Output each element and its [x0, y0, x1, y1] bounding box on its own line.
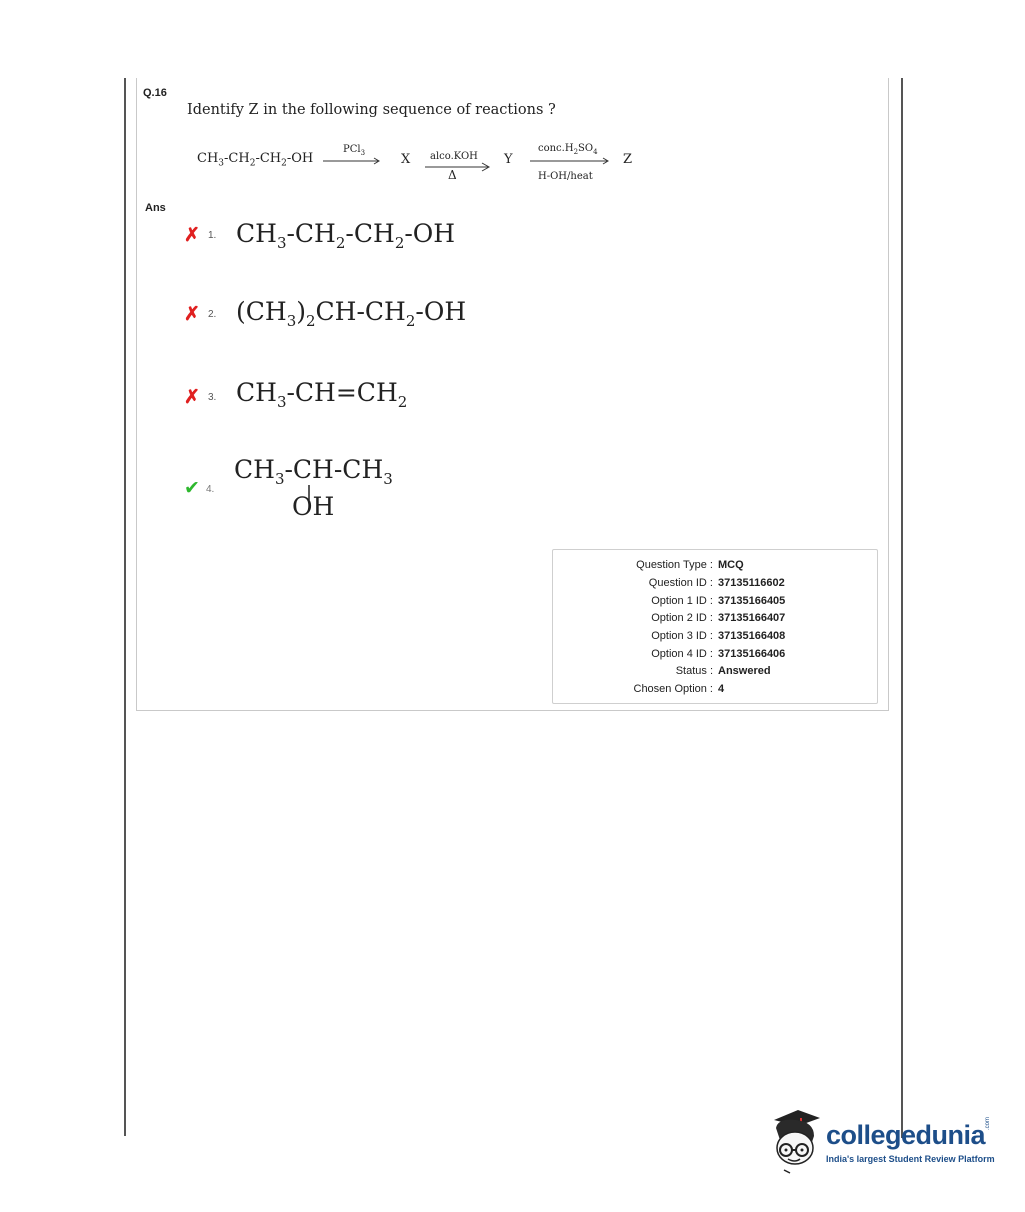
- option-formula-line1: $CH_3-CH-CH_3$: [234, 455, 393, 488]
- reagent-2: alco.KOH: [430, 151, 478, 162]
- option-number: 2.: [208, 309, 217, 320]
- reagent-1: PCl$_3$: [343, 144, 366, 157]
- product-z: Z: [623, 152, 633, 167]
- product-x: X: [401, 152, 411, 167]
- question-id-value: 37135116602: [718, 577, 785, 589]
- page-right-border: [901, 78, 903, 1138]
- wrong-mark-icon: ✗: [184, 304, 200, 325]
- option3-id-value: 37135166408: [718, 630, 786, 642]
- option-formula: $(CH_3)_2CH-CH_2-OH$: [236, 297, 467, 330]
- correct-check-icon: ✔: [184, 478, 200, 499]
- product-y: Y: [504, 152, 513, 167]
- answer-label: Ans: [145, 202, 166, 214]
- reagent-3: $conc.H_2SO_4$: [538, 143, 598, 156]
- question-type-value: MCQ: [718, 559, 744, 571]
- chosen-option-label: Chosen Option :: [633, 683, 713, 695]
- chosen-option-value: 4: [718, 683, 725, 695]
- mascot-icon: [768, 1106, 824, 1174]
- option3-id-label: Option 3 ID :: [651, 630, 713, 642]
- logo-tagline: India's largest Student Review Platform: [826, 1154, 995, 1164]
- logo-wordmark: collegedunia: [826, 1120, 986, 1150]
- option2-id-label: Option 2 ID :: [651, 612, 713, 624]
- option4-id-value: 37135166406: [718, 648, 786, 660]
- option-number: 3.: [208, 392, 217, 403]
- option2-id-value: 37135166407: [718, 612, 786, 624]
- heat-symbol: Δ: [448, 168, 457, 182]
- page-left-border: [124, 78, 126, 1136]
- reagent-3-condition: H-OH/heat: [538, 171, 593, 182]
- reaction-arrow-3: [530, 157, 612, 165]
- wrong-mark-icon: ✗: [184, 225, 200, 246]
- question-info-panel: [552, 549, 878, 704]
- option-formula-line2: OH: [292, 492, 335, 521]
- reactant: $CH_3-CH_2-CH_2-OH$: [197, 151, 314, 169]
- question-text: Identify Z in the following sequence of reactions ?: [187, 102, 556, 118]
- reaction-arrow-2: [425, 162, 495, 172]
- logo-dotcom: .com: [985, 1116, 991, 1130]
- option1-id-label: Option 1 ID :: [651, 595, 713, 607]
- question-type-label: Question Type :: [636, 559, 713, 571]
- option-formula: $CH_3-CH=CH_2$: [236, 378, 408, 411]
- option-number: 4.: [206, 484, 215, 495]
- option-number: 1.: [208, 230, 217, 241]
- status-value: Answered: [718, 665, 771, 677]
- wrong-mark-icon: ✗: [184, 387, 200, 408]
- question-id-label: Question ID :: [648, 577, 713, 589]
- option1-id-value: 37135166405: [718, 595, 786, 607]
- status-label: Status :: [675, 665, 713, 677]
- reaction-arrow-1: [323, 157, 383, 165]
- option4-id-label: Option 4 ID :: [651, 648, 713, 660]
- option-formula: $CH_3-CH_2-CH_2-OH$: [236, 219, 456, 252]
- question-number: Q.16: [143, 87, 167, 99]
